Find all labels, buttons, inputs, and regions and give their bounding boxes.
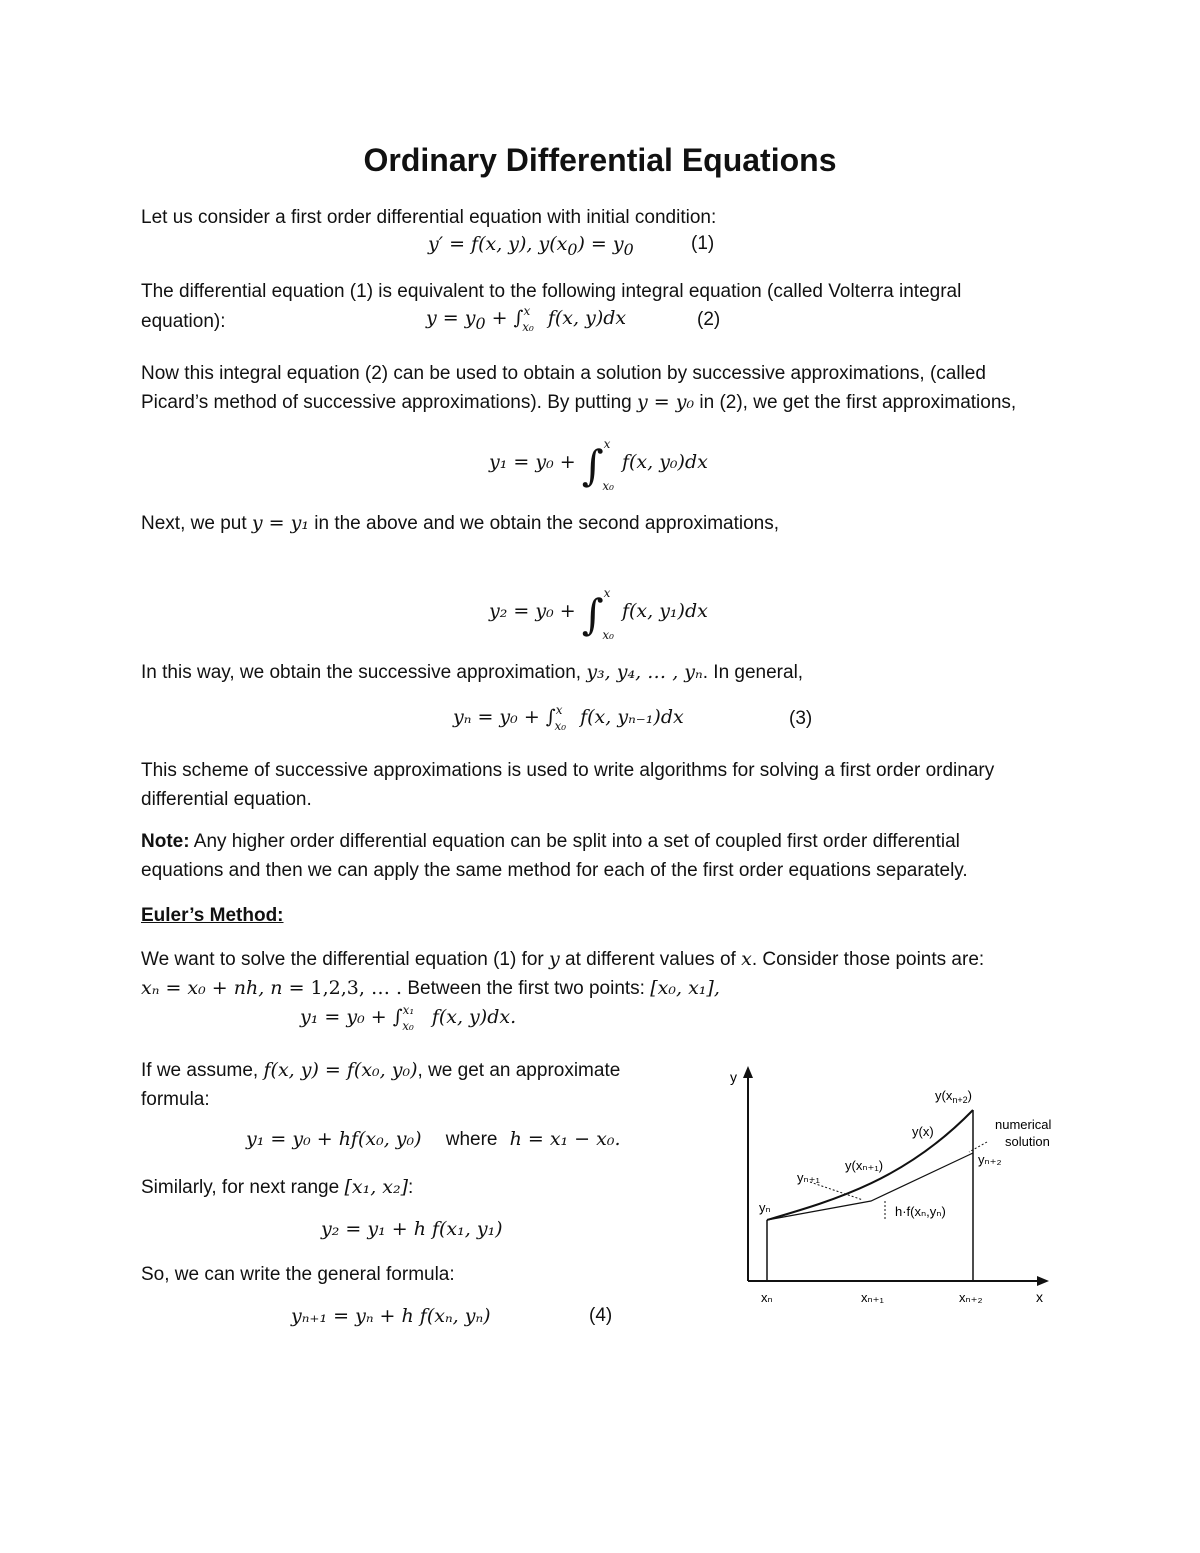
euler-paragraph-1: We want to solve the differential equation (1) for y at different values of x. Consider those points are: — [141, 948, 985, 970]
label-yx: y(x) — [912, 1124, 934, 1139]
euler-heading: Euler’s Method: — [141, 905, 284, 926]
label-yn2: yₙ₊₂ — [978, 1152, 1002, 1167]
equation-euler-integral: y₁ = y₀ + ∫$^{x_1}_{x_0}$ f(x, y)dx. — [300, 1003, 517, 1033]
scheme-paragraph-2: differential equation. — [141, 789, 312, 810]
x-axis-arrow — [1037, 1276, 1049, 1286]
y-axis-label: y — [730, 1069, 737, 1085]
euler-method-figure — [725, 1060, 1070, 1320]
equation-4-number: (4) — [589, 1305, 613, 1326]
picard-paragraph-1: Now this integral equation (2) can be used to obtain a solution by successive approximations, (called — [141, 363, 986, 384]
label-numerical-2: solution — [1005, 1134, 1050, 1149]
equation-approx: y₁ = y₀ + hf(x₀, y₀) where h = x₁ − x₀. — [246, 1128, 621, 1150]
label-yn: yₙ — [759, 1200, 771, 1215]
tick-label-xn2: xₙ₊₂ — [959, 1290, 983, 1305]
label-y-xn2: $y(x_{n+2})$ — [935, 1088, 972, 1105]
label-numerical-1: numerical — [995, 1117, 1052, 1132]
note-paragraph-1: Note: Any higher order differential equation can be split into a set of coupled first order differential — [141, 831, 960, 852]
equation-y2-euler: y₂ = y₁ + h f(x₁, y₁) — [321, 1218, 503, 1240]
so-paragraph: So, we can write the general formula: — [141, 1264, 455, 1285]
equation-3-number: (3) — [789, 708, 813, 729]
general-paragraph: In this way, we obtain the successive approximation, y₃, y₄, … , yₙ. In general, — [141, 661, 804, 683]
note-paragraph-2: equations and then we can apply the same method for each of the first order equations separately. — [141, 860, 968, 881]
assume-paragraph-1: If we assume, f(x, y) = f(x₀, y₀), we get an approximate — [141, 1059, 621, 1081]
label-hf: h·f(xₙ,yₙ) — [895, 1204, 946, 1219]
page-title: Ordinary Differential Equations — [363, 142, 837, 178]
euler-paragraph-2: xₙ = x₀ + nh, n = 1,2,3, … . Between the first two points: [x₀, x₁], — [141, 977, 720, 999]
volterra-paragraph: The differential equation (1) is equivalent to the following integral equation (called Volterra integral — [141, 281, 962, 302]
tick-label-xn: xₙ — [761, 1290, 773, 1305]
scheme-paragraph-1: This scheme of successive approximations is used to write algorithms for solving a first order ordinary — [141, 760, 995, 781]
x-axis-label: x — [1036, 1289, 1043, 1305]
label-yxn1: y(xₙ₊₁) — [845, 1158, 884, 1173]
picard-paragraph-2: Picard’s method of successive approximations). By putting y = y₀ in (2), we get the first approximations, — [141, 391, 1017, 413]
assume-paragraph-2: formula: — [141, 1089, 210, 1110]
intro-paragraph: Let us consider a first order differential equation with initial condition: — [141, 207, 717, 228]
similarly-paragraph: Similarly, for next range [x₁, x₂]: — [141, 1176, 414, 1198]
equation-4: yₙ₊₁ = yₙ + h f(xₙ, yₙ) — [291, 1305, 491, 1327]
equation-3: yₙ = y₀ + ∫$^x_{x_0}$ f(x, yₙ₋₁)dx — [453, 703, 684, 733]
equation-y1: y₁ = y₀ + ∫$^x_{x_0}$f(x, y₀)dx — [489, 437, 708, 493]
tick-label-xn1: xₙ₊₁ — [861, 1290, 884, 1305]
label-yn1: yₙ₊₁ — [797, 1170, 820, 1185]
next-paragraph: Next, we put y = y₁ in the above and we obtain the second approximations, — [141, 512, 780, 534]
equation-2-number: (2) — [697, 309, 721, 330]
numerical-pointer — [969, 1142, 987, 1152]
equation-y2: y₂ = y₀ + ∫$^x_{x_0}$f(x, y₁)dx — [489, 586, 708, 642]
equation-1-number: (1) — [691, 233, 715, 254]
equation-1: y′ = f(x, y), $y(x_0) = y_0$ — [428, 233, 634, 259]
y-axis-arrow — [743, 1066, 753, 1078]
volterra-paragraph-2: equation): — [141, 311, 226, 332]
equation-2: $y = y_0 + \int^x_{x_0}$ f(x, y)dx — [426, 304, 627, 334]
